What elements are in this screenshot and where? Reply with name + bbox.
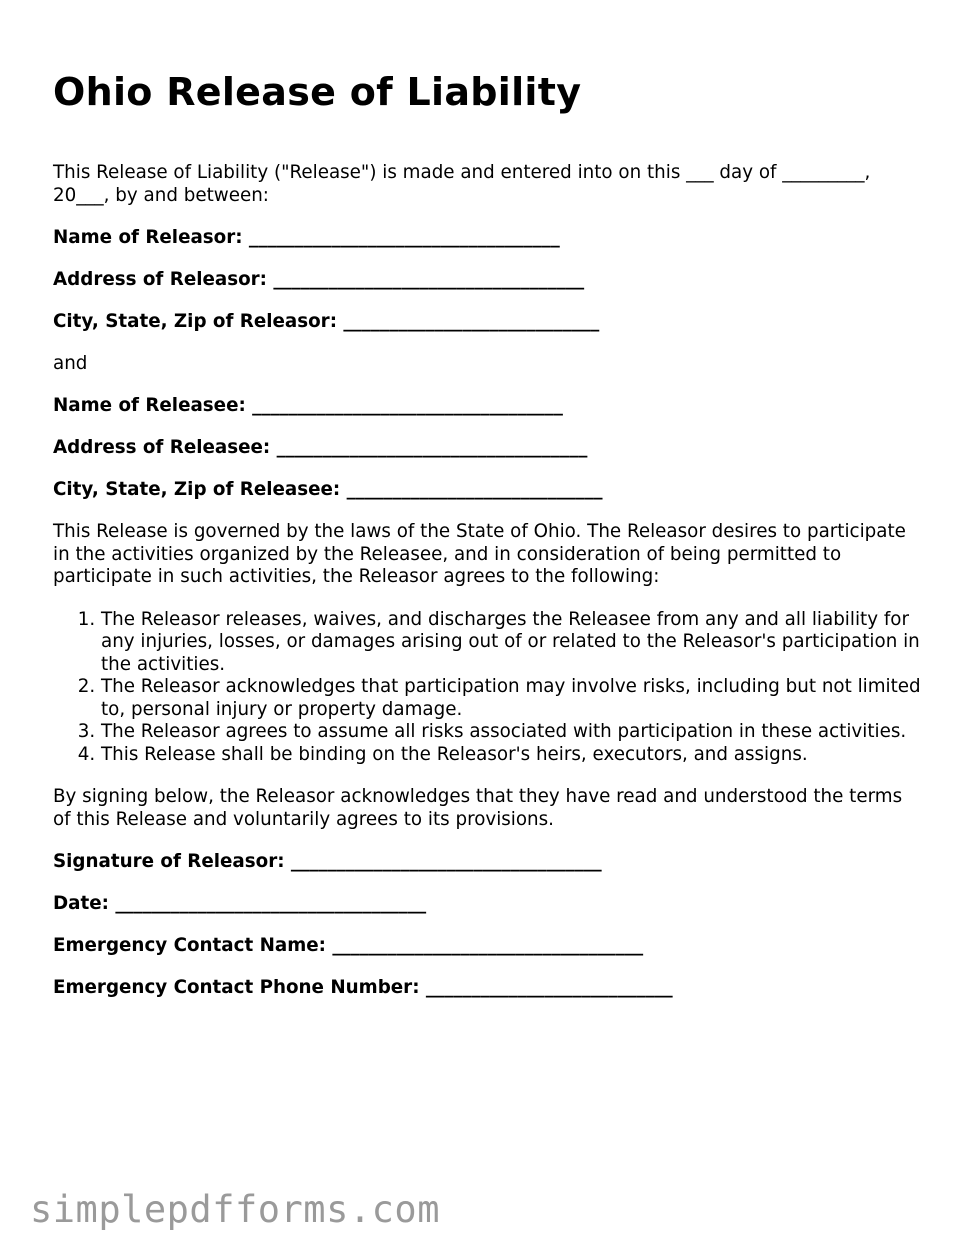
emergency-contact-phone-field[interactable]: Emergency Contact Phone Number: ___________________________ [53,976,673,998]
releasee-address-field[interactable]: Address of Releasee: __________________________________ [53,437,588,458]
releasor-city-state-zip-field[interactable]: City, State, Zip of Releasor: ____________________________ [53,311,600,332]
releasor-address-field[interactable]: Address of Releasor: __________________________________ [53,269,585,290]
term-item: 2. The Releasor acknowledges that participation may involve risks, including but not limited to, personal injury or property damage. [101,676,923,721]
term-item: 4. This Release shall be binding on the Releasor's heirs, executors, and assigns. [101,744,923,767]
term-item: 1. The Releasor releases, waives, and discharges the Releasee from any and all liability for any injuries, losses, or damages arising out of or related to the Releasor's participation in the activities. [101,609,923,677]
conjunction-text: and [53,353,88,374]
document-title: Ohio Release of Liability [53,70,582,114]
releasee-name-field[interactable]: Name of Releasee: __________________________________ [53,395,563,416]
governing-paragraph: This Release is governed by the laws of the State of Ohio. The Releasor desires to participate in the activities organized by the Releasee, and in consideration of being permitted to participate in such activities, the Releasor agrees to the following: [53,521,906,587]
releasee-city-state-zip-field[interactable]: City, State, Zip of Releasee: ____________________________ [53,479,603,500]
releasor-name-field[interactable]: Name of Releasor: __________________________________ [53,227,560,248]
intro-paragraph: This Release of Liability ("Release") is made and entered into on this ___ day of _________, 20___, by and between: [53,162,871,206]
date-field[interactable]: Date: __________________________________ [53,892,427,914]
watermark: simplepdfforms.com [30,1188,440,1231]
emergency-contact-name-field[interactable]: Emergency Contact Name: __________________________________ [53,934,644,956]
document-page [53,66,923,1019]
signature-field[interactable]: Signature of Releasor: __________________________________ [53,850,602,872]
term-item: 3. The Releasor agrees to assume all risks associated with participation in these activities. [101,721,923,744]
terms-list [53,609,923,767]
closing-paragraph: By signing below, the Releasor acknowledges that they have read and understood the terms of this Release and voluntarily agrees to its provisions. [53,786,903,830]
